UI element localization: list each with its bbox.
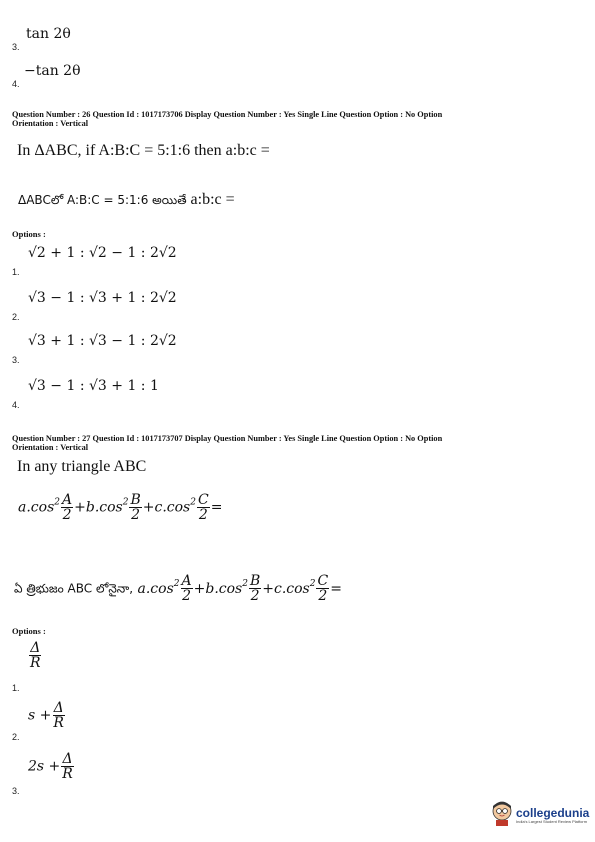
expr-fraction-a: [181, 574, 193, 603]
q26-option-4-number: 4.: [12, 400, 20, 410]
fraction-num: Δ: [30, 640, 41, 656]
q26-question-en: In ΔABC, if A:B:C = 5:1:6 then a:b:c =: [17, 142, 270, 159]
expr-term-a: a.cos: [137, 580, 174, 597]
logo-tagline: India's Largest Student Review Platform: [516, 819, 588, 824]
q26-option-3-number: 3.: [12, 355, 20, 365]
q26-meta-line1: Question Number : 26 Question Id : 1017173706 Display Question Number : Yes Single Line Question Option : No Option: [12, 110, 443, 119]
q26-option-2-number: 2.: [12, 312, 20, 322]
q27-question-te: [14, 574, 342, 603]
expr-num-a: A: [62, 492, 73, 508]
fraction-num: Δ: [53, 700, 64, 716]
logo-brand: collegedunia: [516, 806, 590, 820]
expr-den-c: 2: [198, 507, 208, 523]
expr-fraction-a: [61, 493, 73, 522]
expr-fraction-c: [197, 493, 210, 522]
expr-power: 2: [242, 578, 248, 589]
q27-options-header: Options :: [12, 626, 46, 636]
expr-num-c: C: [197, 492, 209, 508]
expr-num-b: B: [249, 573, 261, 589]
expr-power: 2: [173, 578, 180, 589]
q27-option-2-number: 2.: [12, 732, 20, 742]
logo-wordmark: [516, 807, 589, 824]
q26-options-header: Options :: [12, 229, 46, 239]
expr-fraction-c: [316, 574, 329, 603]
fraction-den: R: [53, 715, 64, 731]
q26-option-1-text: √2 + 1 : √2 − 1 : 2√2: [28, 245, 177, 261]
expr-equals: =: [210, 499, 223, 516]
q26-question-te-main: ΔABCలో A:B:C = 5:1:6 అయితే: [18, 193, 187, 207]
mascot-icon: [491, 800, 513, 831]
expr-den-c: 2: [318, 588, 328, 604]
option-fraction: [52, 701, 65, 730]
expr-term-c: +c.cos: [262, 580, 310, 597]
expr-den-a: 2: [62, 507, 72, 523]
q27-question-en: In any triangle ABC: [17, 458, 147, 475]
expr-num-b: B: [130, 492, 141, 508]
collegedunia-logo: [491, 800, 589, 831]
q27-option-2-text: [28, 701, 66, 730]
q27-expression-te: [137, 573, 342, 604]
expr-term-c: +c.cos: [142, 499, 191, 516]
expr-term-b: +b.cos: [193, 580, 243, 597]
q26-meta-line2: Orientation : Vertical: [12, 119, 89, 128]
expr-num-c: C: [317, 573, 329, 589]
q27-question-te-text: ఏ త్రిభుజం ABC లోనైనా,: [14, 581, 134, 596]
expr-power: 2: [190, 497, 196, 508]
expr-fraction-b: [129, 493, 141, 522]
q26-option-4-text: √3 − 1 : √3 + 1 : 1: [28, 378, 159, 394]
option-prefix: 2s +: [28, 758, 61, 775]
prev-option-3-number: 3.: [12, 42, 20, 52]
q27-meta: [12, 434, 442, 452]
q26-option-2-text: √3 − 1 : √3 + 1 : 2√2: [28, 290, 177, 306]
q26-question-te-ratio: a:b:c =: [190, 191, 235, 208]
expr-fraction-b: [249, 574, 261, 603]
expr-power: 2: [309, 578, 316, 589]
q27-option-3-text: [28, 752, 75, 781]
q27-option-1-number: 1.: [12, 683, 20, 693]
q27-option-1-text: [28, 641, 43, 670]
q26-option-3-text: √3 + 1 : √3 − 1 : 2√2: [28, 333, 177, 349]
expr-den-a: 2: [182, 588, 192, 604]
prev-option-3-text: tan 2θ: [26, 26, 71, 42]
q27-meta-line1: Question Number : 27 Question Id : 1017173707 Display Question Number : Yes Single Line Question Option : No Option: [12, 434, 443, 443]
expr-term-a: a.cos: [18, 499, 55, 516]
option-prefix: s +: [28, 707, 52, 724]
option-fraction: [61, 752, 74, 781]
q27-expression-en: [18, 493, 222, 522]
expr-term-b: +b.cos: [74, 499, 123, 516]
fraction-num: Δ: [62, 751, 73, 767]
q26-question-te: [18, 191, 235, 210]
q26-option-1-number: 1.: [12, 267, 20, 277]
q27-option-3-number: 3.: [12, 786, 20, 796]
expr-power: 2: [54, 497, 60, 508]
option-fraction: [29, 641, 42, 670]
expr-num-a: A: [181, 573, 192, 589]
expr-den-b: 2: [131, 507, 141, 523]
q26-meta: [12, 110, 442, 128]
fraction-den: R: [30, 655, 41, 671]
q27-meta-line2: Orientation : Vertical: [12, 443, 89, 452]
prev-option-4-number: 4.: [12, 79, 20, 89]
prev-option-4-text: −tan 2θ: [24, 63, 81, 79]
expr-equals: =: [330, 580, 342, 597]
fraction-den: R: [62, 766, 73, 782]
expr-power: 2: [122, 497, 129, 508]
expr-den-b: 2: [250, 588, 260, 604]
